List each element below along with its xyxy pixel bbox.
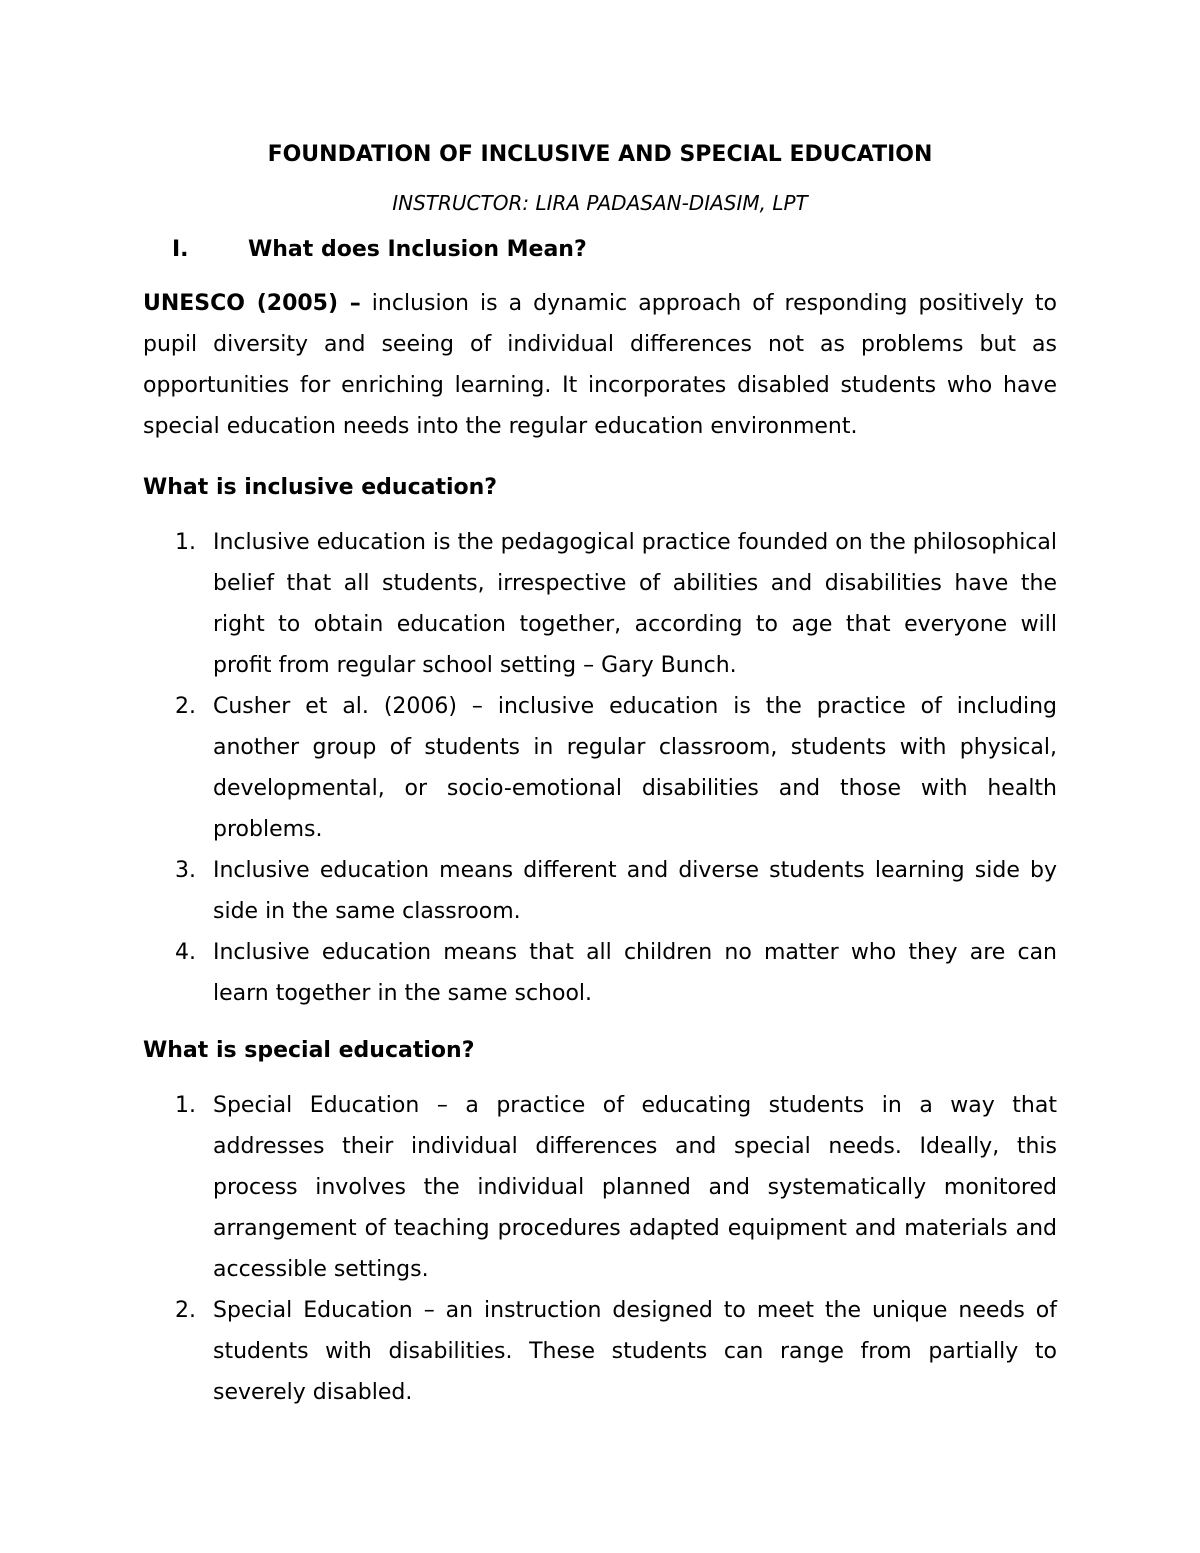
list-item-text: Special Education – a practice of educating students in a way that addresses their individual differences and special needs. Ideally, this process involves the individual planned and systematically monitored arrangement of teaching procedures adapted equipment and materials and accessible settings. <box>213 1093 1057 1282</box>
list-marker: 2. <box>175 694 196 719</box>
document-title: FOUNDATION OF INCLUSIVE AND SPECIAL EDUCATION <box>267 142 933 167</box>
list-marker: 2. <box>175 1298 196 1323</box>
instructor-line: INSTRUCTOR: LIRA PADASAN-DIASIM, LPT <box>392 191 808 215</box>
list-marker: 1. <box>175 530 196 555</box>
list-item <box>143 522 1057 686</box>
list-marker: 4. <box>175 940 196 965</box>
special-heading: What is special education? <box>143 1038 475 1063</box>
list-item <box>143 850 1057 932</box>
list-item-text: Inclusive education means that all children no matter who they are can learn together in the same school. <box>213 940 1057 1006</box>
list-item-text: Inclusive education is the pedagogical practice founded on the philosophical belief that all students, irrespective of abilities and disabilities have the right to obtain education together, according to age that everyone will profit from regular school setting – Gary Bunch. <box>213 530 1057 678</box>
section-heading <box>172 234 587 266</box>
list-marker: 1. <box>175 1093 196 1118</box>
list-item <box>143 932 1057 1014</box>
section-number: I. <box>172 237 189 262</box>
list-item <box>143 1085 1057 1290</box>
unesco-paragraph <box>143 283 1057 447</box>
list-marker: 3. <box>175 858 196 883</box>
unesco-lead: UNESCO (2005) – <box>143 291 361 316</box>
list-item <box>143 1290 1057 1413</box>
list-item <box>143 686 1057 850</box>
unesco-text: inclusion is a dynamic approach of responding positively to pupil diversity and seeing of individual differences not as problems but as opportunities for enriching learning. It incorporates disabled students who have special education needs into the regular education environment. <box>143 291 1058 439</box>
inclusive-heading: What is inclusive education? <box>143 475 498 500</box>
inclusive-list <box>143 522 1057 1014</box>
list-item-text: Inclusive education means different and diverse students learning side by side in the same classroom. <box>213 858 1057 924</box>
section-heading-text: What does Inclusion Mean? <box>248 237 587 262</box>
list-item-text: Special Education – an instruction designed to meet the unique needs of students with disabilities. These students can range from partially to severely disabled. <box>213 1298 1057 1405</box>
list-item-text: Cusher et al. (2006) – inclusive education is the practice of including another group of students in regular classroom, students with physical, developmental, or socio-emotional disabilities and those with health problems. <box>213 694 1057 842</box>
special-list <box>143 1085 1057 1413</box>
